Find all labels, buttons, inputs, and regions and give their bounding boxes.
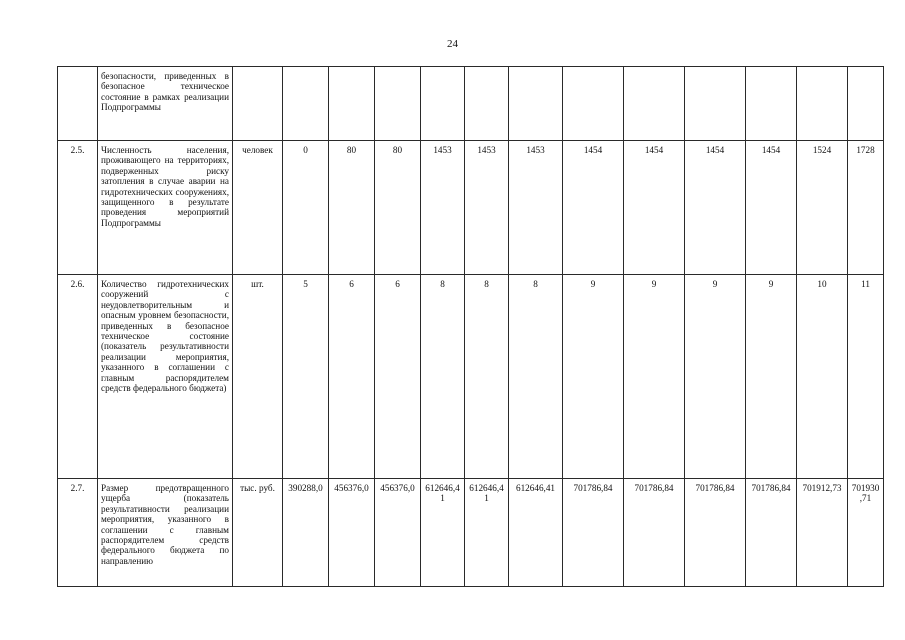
indicator-name: Численность населения, проживающего на территориях, подверженных риску затопления в случае аварии на гидротехнических сооружениях, защищенного в результате проведения мероприятий Подпрограммы — [98, 141, 233, 275]
row-number — [58, 67, 98, 141]
value-cell — [797, 67, 848, 141]
value-cell: 11 — [848, 275, 884, 479]
value-cell — [848, 67, 884, 141]
value-cell: 1454 — [746, 141, 797, 275]
unit-of-measure — [233, 67, 283, 141]
value-cell: 456376,0 — [329, 479, 375, 587]
unit-of-measure: шт. — [233, 275, 283, 479]
value-cell: 1453 — [421, 141, 465, 275]
value-cell — [465, 67, 509, 141]
value-cell — [375, 67, 421, 141]
value-cell: 701930,71 — [848, 479, 884, 587]
value-cell — [329, 67, 375, 141]
value-cell — [283, 67, 329, 141]
value-cell — [563, 67, 624, 141]
value-cell: 5 — [283, 275, 329, 479]
value-cell: 1453 — [465, 141, 509, 275]
value-cell: 701912,73 — [797, 479, 848, 587]
value-cell: 80 — [329, 141, 375, 275]
value-cell — [421, 67, 465, 141]
row-number: 2.6. — [58, 275, 98, 479]
value-cell: 701786,84 — [746, 479, 797, 587]
value-cell: 0 — [283, 141, 329, 275]
value-cell: 1453 — [509, 141, 563, 275]
indicator-name: безопасности, приведенных в безопасное техническое состояние в рамках реализации Подпрограммы — [98, 67, 233, 141]
value-cell: 456376,0 — [375, 479, 421, 587]
value-cell: 6 — [375, 275, 421, 479]
value-cell: 612646,41 — [509, 479, 563, 587]
value-cell: 9 — [563, 275, 624, 479]
value-cell: 1454 — [563, 141, 624, 275]
table-row — [58, 141, 884, 275]
value-cell: 80 — [375, 141, 421, 275]
value-cell: 612646,41 — [465, 479, 509, 587]
value-cell — [624, 67, 685, 141]
indicator-name: Количество гидротехнических сооружений с неудовлетворительным и опасным уровнем безопасности, приведенных в безопасное техническое состояние (показатель результативности реализации мероприятия, указанного в соглашении с главным распорядителем средств федерального бюджета) — [98, 275, 233, 479]
value-cell: 701786,84 — [685, 479, 746, 587]
page-number: 24 — [447, 38, 458, 50]
value-cell: 9 — [746, 275, 797, 479]
value-cell: 701786,84 — [563, 479, 624, 587]
indicators-table — [57, 66, 884, 587]
value-cell: 1454 — [624, 141, 685, 275]
row-number: 2.5. — [58, 141, 98, 275]
value-cell: 1524 — [797, 141, 848, 275]
row-number: 2.7. — [58, 479, 98, 587]
value-cell: 1728 — [848, 141, 884, 275]
value-cell: 6 — [329, 275, 375, 479]
table-row — [58, 275, 884, 479]
value-cell: 9 — [685, 275, 746, 479]
value-cell: 1454 — [685, 141, 746, 275]
indicator-name: Размер предотвращенного ущерба (показатель результативности реализации мероприятия, указанного в соглашении с главным распорядителем средств федерального бюджета по направлению — [98, 479, 233, 587]
value-cell: 10 — [797, 275, 848, 479]
unit-of-measure: тыс. руб. — [233, 479, 283, 587]
value-cell — [685, 67, 746, 141]
value-cell: 8 — [509, 275, 563, 479]
value-cell: 612646,41 — [421, 479, 465, 587]
value-cell: 9 — [624, 275, 685, 479]
table-row — [58, 67, 884, 141]
table-row — [58, 479, 884, 587]
value-cell — [746, 67, 797, 141]
value-cell: 701786,84 — [624, 479, 685, 587]
unit-of-measure: человек — [233, 141, 283, 275]
value-cell: 8 — [421, 275, 465, 479]
value-cell: 390288,0 — [283, 479, 329, 587]
value-cell — [509, 67, 563, 141]
value-cell: 8 — [465, 275, 509, 479]
